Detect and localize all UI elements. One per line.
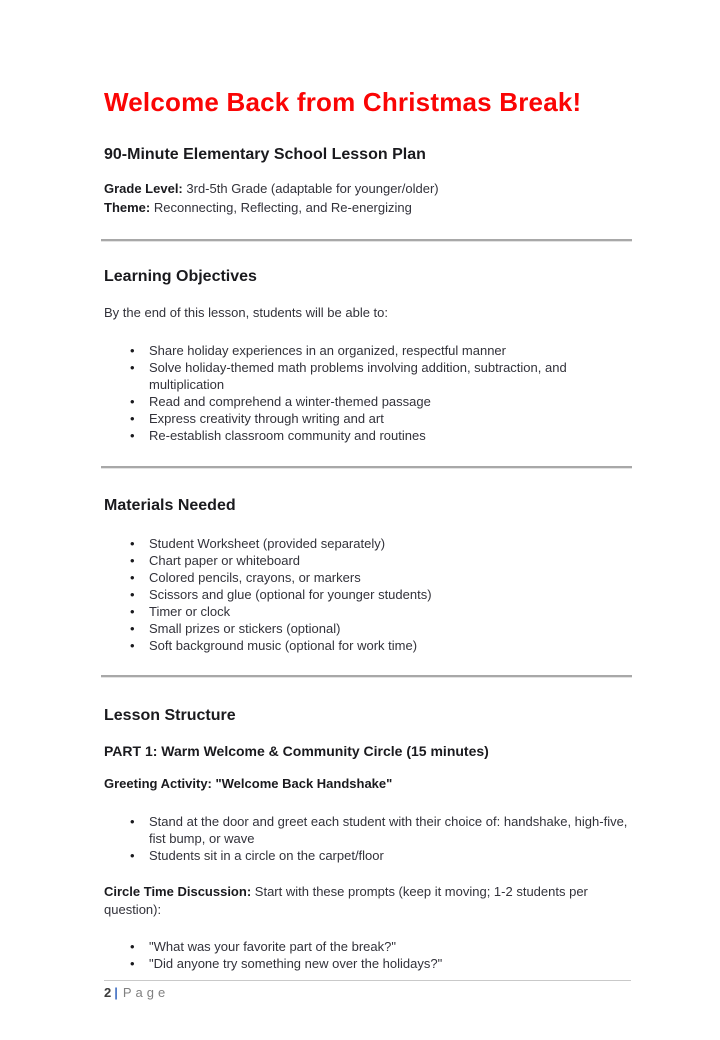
section-heading-learning-objectives: Learning Objectives: [104, 268, 257, 285]
list-item: • Student Worksheet (provided separately): [104, 535, 631, 552]
section-divider: [101, 675, 632, 678]
document-page: [104, 0, 631, 972]
greeting-activity-list: [104, 813, 631, 864]
list-item: • Stand at the door and greet each student with their choice of: handshake, high-five, fist bump, or wave: [104, 813, 631, 847]
lesson-plan-subtitle: 90-Minute Elementary School Lesson Plan: [104, 146, 426, 163]
list-item: • Scissors and glue (optional for younger students): [104, 586, 631, 603]
section-divider: [101, 466, 632, 469]
section-divider: [101, 239, 632, 242]
footer-separator: |: [114, 985, 118, 1000]
circle-time-discussion-paragraph: [104, 883, 631, 919]
discussion-prompts-list: [104, 938, 631, 972]
section-heading-materials-needed: Materials Needed: [104, 497, 236, 514]
list-item: • Express creativity through writing and art: [104, 410, 631, 427]
grade-level-value: 3rd-5th Grade (adaptable for younger/older): [186, 181, 439, 196]
materials-list: [104, 535, 631, 654]
grade-level-label: Grade Level:: [104, 181, 183, 196]
list-item: • Soft background music (optional for work time): [104, 637, 631, 654]
footer-page-number: 2: [104, 985, 112, 1000]
objectives-intro: By the end of this lesson, students will be able to:: [104, 305, 389, 320]
footer-page-label: Page: [122, 985, 170, 1000]
part-1-heading: PART 1: Warm Welcome & Community Circle (15 minutes): [104, 743, 489, 759]
section-heading-lesson-structure: Lesson Structure: [104, 707, 236, 724]
list-item: • "What was your favorite part of the break?": [104, 938, 631, 955]
list-item: • "Did anyone try something new over the holidays?": [104, 955, 631, 972]
page-title: Welcome Back from Christmas Break!: [104, 87, 582, 117]
theme-label: Theme:: [104, 200, 151, 215]
circle-time-discussion-label: Circle Time Discussion:: [104, 884, 252, 899]
list-item: • Read and comprehend a winter-themed passage: [104, 393, 631, 410]
list-item: • Timer or clock: [104, 603, 631, 620]
page-footer: [104, 980, 631, 1000]
list-item: • Share holiday experiences in an organized, respectful manner: [104, 342, 631, 359]
list-item: • Chart paper or whiteboard: [104, 552, 631, 569]
list-item: • Small prizes or stickers (optional): [104, 620, 631, 637]
list-item: • Re-establish classroom community and routines: [104, 427, 631, 444]
circle-time-discussion-text: Start with these prompts (keep it moving; 1-2 students per question):: [104, 884, 588, 917]
list-item: • Colored pencils, crayons, or markers: [104, 569, 631, 586]
greeting-activity-heading: Greeting Activity: "Welcome Back Handshake": [104, 776, 393, 791]
list-item: • Solve holiday-themed math problems involving addition, subtraction, and multiplication: [104, 359, 631, 393]
list-item: • Students sit in a circle on the carpet/floor: [104, 847, 631, 864]
theme-value: Reconnecting, Reflecting, and Re-energizing: [153, 200, 412, 215]
meta-block: [104, 179, 631, 217]
objectives-list: [104, 342, 631, 444]
